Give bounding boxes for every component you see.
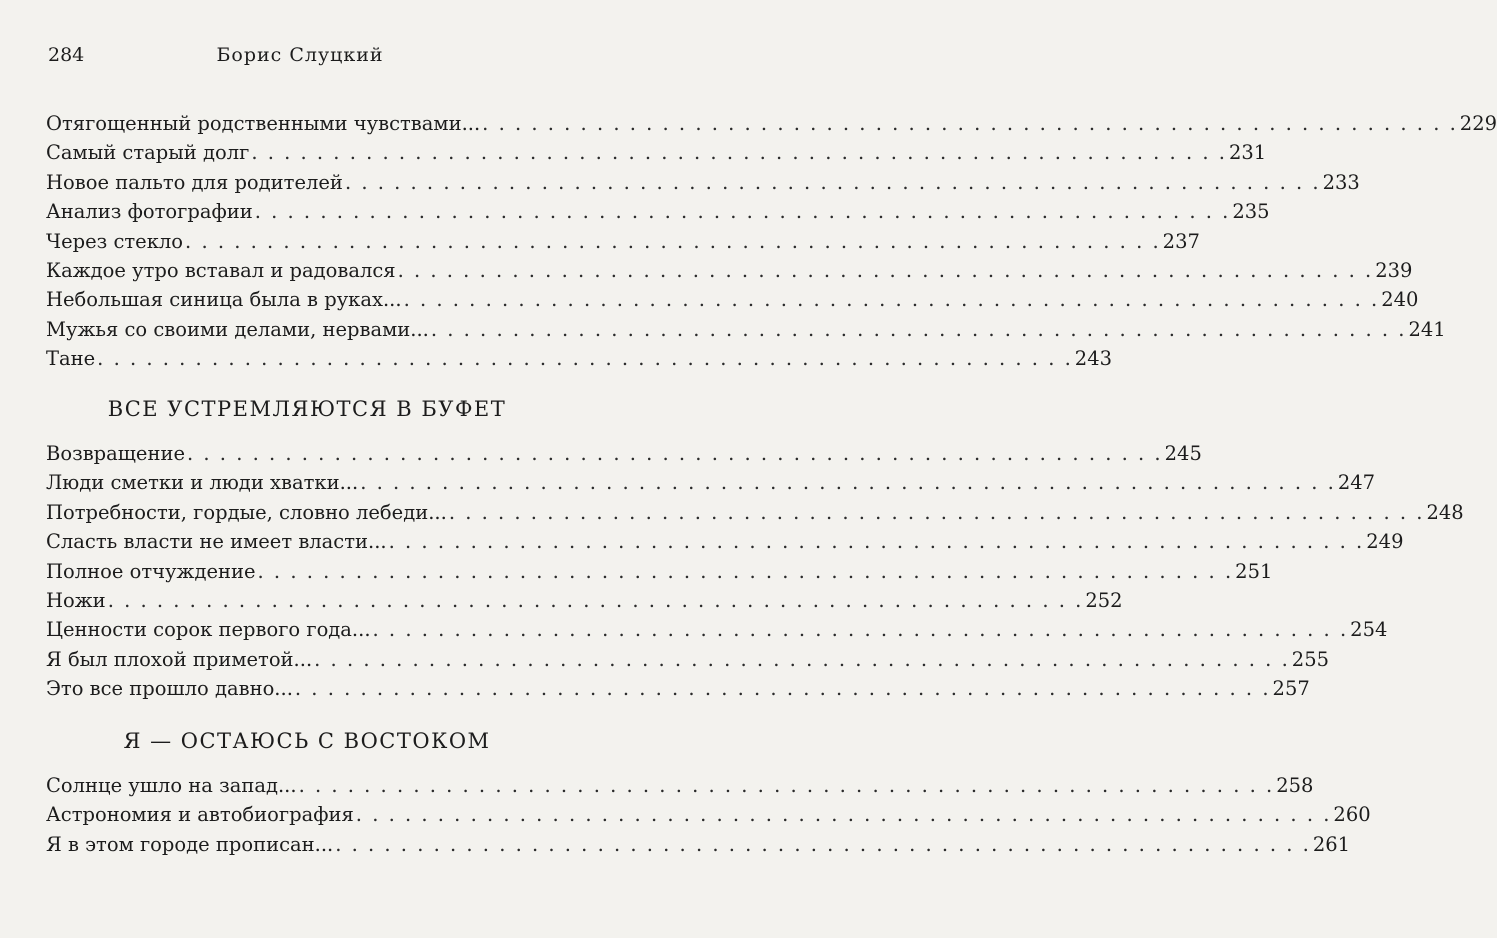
toc-entry-page: 249 [1366, 530, 1404, 554]
toc-entry-title: Сласть власти не имеет власти... [46, 530, 387, 554]
dot-leader: . . . . . . . . . . . . . . . . . . . . . . . . . . . . . . . . . . . . . . . . . . . . . . . . . . . . . . . . . . . . [335, 832, 1311, 856]
toc-entry-title: Астрономия и автобиография [46, 803, 354, 827]
toc-entry [46, 498, 1464, 527]
toc-entry-title: Анализ фотографии [46, 200, 253, 224]
toc-entry-page: 231 [1228, 141, 1267, 165]
toc-entry-page: 240 [1381, 288, 1419, 312]
toc-entry-page: 237 [1162, 229, 1200, 253]
toc-entry [46, 527, 1404, 556]
toc-entry-page: 257 [1272, 677, 1310, 701]
dot-leader: . . . . . . . . . . . . . . . . . . . . . . . . . . . . . . . . . . . . . . . . . . . . . . . . . . . . . . . . . . . . [403, 288, 1380, 312]
dot-leader: . . . . . . . . . . . . . . . . . . . . . . . . . . . . . . . . . . . . . . . . . . . . . . . . . . . . . . . . . . . . [344, 170, 1321, 194]
toc-entry [46, 830, 1351, 859]
dot-leader: . . . . . . . . . . . . . . . . . . . . . . . . . . . . . . . . . . . . . . . . . . . . . . . . . . . . . . . . . . . . [298, 774, 1275, 797]
dot-leader: . . . . . . . . . . . . . . . . . . . . . . . . . . . . . . . . . . . . . . . . . . . . . . . . . . . . . . . . . . . . [482, 112, 1458, 135]
dot-leader: . . . . . . . . . . . . . . . . . . . . . . . . . . . . . . . . . . . . . . . . . . . . . . . . . . . . . . . . . . . . [355, 803, 1332, 827]
page-header [48, 44, 552, 74]
toc-entry [46, 674, 1310, 703]
toc-entry-title: Ножи [46, 588, 106, 612]
toc-entry-title: Я был плохой приметой... [46, 647, 313, 671]
toc-entry-title: Ценности сорок первого года... [46, 618, 371, 642]
toc-list [46, 771, 1371, 859]
toc-entry-page: 229 [1459, 112, 1497, 135]
toc-entry-page: 239 [1375, 258, 1413, 282]
toc-entry [46, 315, 1446, 344]
toc-entry-page: 251 [1235, 559, 1273, 583]
toc-entry-title: Самый старый долг [46, 141, 250, 165]
dot-leader: . . . . . . . . . . . . . . . . . . . . . . . . . . . . . . . . . . . . . . . . . . . . . . . . . . . . . . . . . . . . [257, 559, 1234, 583]
section-heading: Я — ОСТАЮСЬ С ВОСТОКОМ [123, 729, 491, 753]
toc-entry-page: 248 [1426, 500, 1464, 524]
section-heading: ВСЕ УСТРЕМЛЯЮТСЯ В БУФЕТ [107, 397, 507, 421]
toc-entry-page: 241 [1408, 317, 1446, 341]
dot-leader: . . . . . . . . . . . . . . . . . . . . . . . . . . . . . . . . . . . . . . . . . . . . . . . . . . . . . . . . . . . . [397, 258, 1374, 282]
toc-entry [46, 468, 1376, 497]
toc-entry-title: Небольшая синица была в руках... [46, 288, 402, 312]
toc-entry-page: 255 [1291, 647, 1330, 671]
toc-entry-title: Каждое утро вставал и радовался [46, 258, 396, 282]
toc-entry-title: Через стекло [46, 229, 184, 253]
toc-entry-title: Потребности, гордые, словно лебеди... [46, 500, 447, 524]
toc-entry-title: Я в этом городе прописан... [46, 832, 334, 856]
toc-entry-page: 252 [1085, 588, 1123, 612]
dot-leader: . . . . . . . . . . . . . . . . . . . . . . . . . . . . . . . . . . . . . . . . . . . . . . . . . . . . . . . . . . . . [294, 677, 1271, 701]
toc-entry [46, 615, 1388, 644]
toc-entry [46, 800, 1371, 829]
toc-entry [46, 227, 1200, 256]
dot-leader: . . . . . . . . . . . . . . . . . . . . . . . . . . . . . . . . . . . . . . . . . . . . . . . . . . . . . . . . . . . . [372, 618, 1349, 642]
toc-entry-page: 261 [1312, 832, 1351, 856]
dot-leader: . . . . . . . . . . . . . . . . . . . . . . . . . . . . . . . . . . . . . . . . . . . . . . . . . . . . . . . . . . . . [107, 588, 1084, 612]
dot-leader: . . . . . . . . . . . . . . . . . . . . . . . . . . . . . . . . . . . . . . . . . . . . . . . . . . . . . . . . . . . . [388, 530, 1365, 554]
dot-leader: . . . . . . . . . . . . . . . . . . . . . . . . . . . . . . . . . . . . . . . . . . . . . . . . . . . . . . . . . . . . [448, 500, 1425, 524]
toc-entry-title: Возвращение [46, 442, 185, 465]
toc-entry-title: Мужья со своими делами, нервами... [46, 317, 429, 341]
toc-entry-page: 258 [1276, 774, 1314, 797]
toc-entry-title: Отягощенный родственными чувствами... [46, 112, 481, 135]
toc-list [46, 439, 1464, 704]
toc-entry-page: 254 [1350, 618, 1388, 642]
toc-entry-page: 247 [1337, 471, 1376, 495]
toc-entry-title: Новое пальто для родителей [46, 170, 343, 194]
toc-list [46, 109, 1497, 374]
dot-leader: . . . . . . . . . . . . . . . . . . . . . . . . . . . . . . . . . . . . . . . . . . . . . . . . . . . . . . . . . . . . [430, 317, 1407, 341]
dot-leader: . . . . . . . . . . . . . . . . . . . . . . . . . . . . . . . . . . . . . . . . . . . . . . . . . . . . . . . . . . . . [314, 647, 1290, 671]
toc-entry [46, 645, 1330, 674]
toc-entry [46, 168, 1360, 197]
dot-leader: . . . . . . . . . . . . . . . . . . . . . . . . . . . . . . . . . . . . . . . . . . . . . . . . . . . . . . . . . . . . [185, 229, 1161, 253]
toc-entry-title: Тане [46, 347, 96, 371]
dot-leader: . . . . . . . . . . . . . . . . . . . . . . . . . . . . . . . . . . . . . . . . . . . . . . . . . . . . . . . . . . . . [251, 141, 1227, 165]
toc-entry-page: 245 [1164, 442, 1202, 465]
dot-leader: . . . . . . . . . . . . . . . . . . . . . . . . . . . . . . . . . . . . . . . . . . . . . . . . . . . . . . . . . . . . [187, 442, 1163, 465]
toc-entry [46, 557, 1273, 586]
dot-leader: . . . . . . . . . . . . . . . . . . . . . . . . . . . . . . . . . . . . . . . . . . . . . . . . . . . . . . . . . . . . [254, 200, 1231, 224]
toc-entry-page: 235 [1232, 200, 1270, 224]
toc-entry-title: Солнце ушло на запад... [46, 774, 297, 797]
toc-entry [46, 109, 1497, 138]
page-number: 284 [48, 44, 85, 66]
toc-entry-title: Люди сметки и люди хватки... [46, 471, 359, 495]
toc-entry-page: 243 [1074, 347, 1113, 371]
toc-entry [46, 439, 1202, 468]
toc-entry-title: Это все прошло давно... [46, 677, 293, 701]
toc-entry-title: Полное отчуждение [46, 559, 256, 583]
toc-entry [46, 256, 1413, 285]
running-title: Борис Слуцкий [216, 44, 384, 66]
toc-entry-page: 233 [1322, 170, 1360, 194]
toc-entry [46, 285, 1419, 314]
toc-entry [46, 138, 1267, 167]
toc-entry [46, 197, 1270, 226]
dot-leader: . . . . . . . . . . . . . . . . . . . . . . . . . . . . . . . . . . . . . . . . . . . . . . . . . . . . . . . . . . . . [360, 471, 1336, 495]
toc-entry-page: 260 [1333, 803, 1371, 827]
toc-entry [46, 344, 1113, 373]
toc-entry [46, 586, 1123, 615]
toc-entry [46, 771, 1314, 800]
dot-leader: . . . . . . . . . . . . . . . . . . . . . . . . . . . . . . . . . . . . . . . . . . . . . . . . . . . . . . . . . . . . [97, 347, 1073, 371]
